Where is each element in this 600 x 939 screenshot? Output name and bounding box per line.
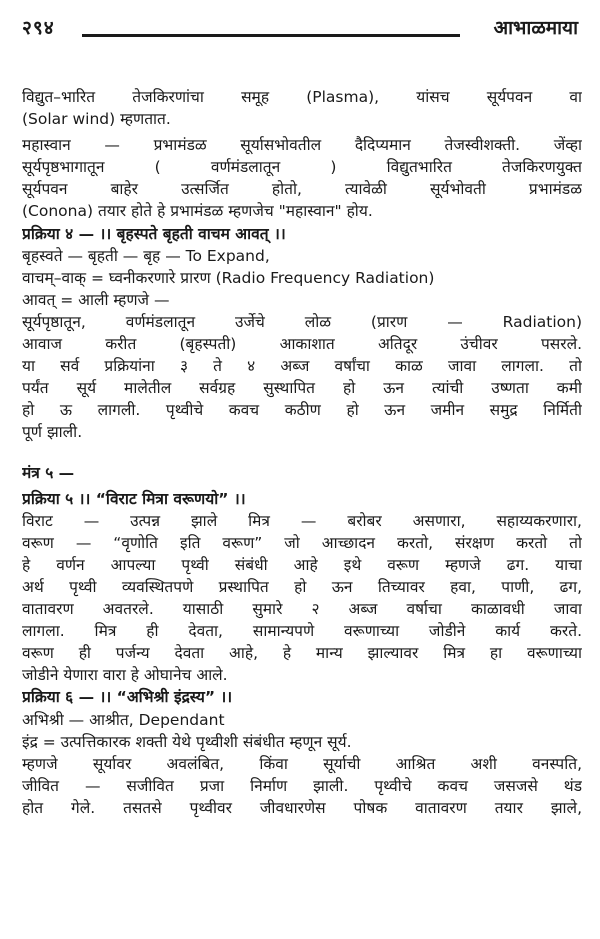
section-heading: प्रक्रिया ५ ।। “विराट मित्रा वरूणयो” ।। [22,489,246,508]
text-line: विद्युत–भारित तेजकिरणांचा समूह (Plasma), यांसच सूर्यपवन वा [22,88,582,106]
text-line: (Conona) तयार होते हे प्रभामंडळ म्हणजेच "महास्वान" होय. [22,202,373,221]
text-line: वाचम्–वाक् = घ्वनीकरणारे प्रारण (Radio Frequency Radiation) [22,268,435,287]
text-line: इंद्र = उत्पत्तिकारक शक्ती येथे पृथ्वीशी संबंधीत म्हणून सूर्य. [22,732,352,751]
text-line: पूर्ण झाली. [22,423,83,442]
text-line: (Solar wind) म्हणतात. [22,110,171,129]
section-heading: प्रक्रिया ६ — ।। “अभिश्री इंद्रस्य” ।। [22,688,233,707]
text-line: अभिश्री — आश्रीत, Dependant [22,710,225,729]
text-line: आवत् = आली म्हणजे — [22,290,170,309]
text-line: सूर्यपृष्ठातून, वर्णमंडलातून उर्जेचे लोळ (प्रारण — Radiation) [22,312,582,331]
text-line: जोडीने येणारा वारा हे ओघानेच आले. [22,666,228,685]
mantra-heading: मंत्र ५ — [22,463,75,482]
text-line: आवाज करीत (बृहस्पती) आकाशात अतिदूर उंचीवर पसरले. [22,335,582,354]
text-line: वातावरण अवतरले. यासाठी सुमारे २ अब्ज वर्षाचा काळावधी जावा [22,600,582,619]
text-line: सूर्यपृष्ठभागातून ( वर्णमंडलातून ) विद्युतभारित तेजकिरणयुक्त [22,158,582,177]
page-number: २९४ [22,17,55,39]
text-line: वरूण — “वृणोति इति वरूण” जो आच्छादन करतो, संरक्षण करतो तो [22,533,582,552]
text-line: अर्थ पृथ्वी व्यवस्थितपणे प्रस्थापित हो ऊन तिच्यावर हवा, पाणी, ढग, [22,577,582,596]
text-line: म्हणजे सूर्यावर अवलंबित, किंवा सूर्याची आश्रित अशी वनस्पति, [22,754,582,773]
header-rule [82,34,460,37]
text-line: विराट — उत्पन्न झाले मित्र — बरोबर असणारा, सहाय्यकरणारा, [22,511,582,530]
page-header [0,0,600,50]
text-line: पर्यंत सूर्य मालेतील सर्वग्रह सुस्थापित हो ऊन त्यांची उष्णता कमी [22,379,582,398]
text-line: वरूण ही पर्जन्य देवता आहे, हे मान्य झाल्यावर मित्र हा वरूणाच्या [22,644,582,663]
page-body [22,86,582,819]
running-title: आभाळमाया [493,17,578,39]
text-line: हो ऊ लागली. पृथ्वीचे कवच कठीण हो ऊन जमीन समुद्र निर्मिती [22,401,582,420]
text-line: जीवित — सजीवित प्रजा निर्माण झाली. पृथ्वीचे कवच जसजसे थंड [22,776,582,795]
text-line: होत गेले. तसतसे पृथ्वीवर जीवधारणेस पोषक वातावरण तयार झाले, [22,798,582,817]
text-line: सूर्यपवन बाहेर उत्सर्जित होतो, त्यावेळी सूर्यभोवती प्रभामंडळ [22,180,582,199]
text-line: महास्वान — प्रभामंडळ सूर्यासभोवतील दैदिप्यमान तेजस्वीशक्ती. जेंव्हा [22,136,582,155]
section-heading: प्रक्रिया ४ — ।। बृहस्पते बृहती वाचम आवत् ।। [22,224,286,243]
text-line: बृहस्वते — बृहती — बृह — To Expand, [22,246,270,265]
text-line: हे वर्णन आपल्या पृथ्वी संबंधी आहे इथे वरूण म्हणजे ढग. याचा [22,555,582,574]
text-line: लागला. मित्र ही देवता, सामान्यपणे वरूणाच्या जोडीने कार्य करते. [22,622,582,641]
text-line: या सर्व प्रक्रियांना ३ ते ४ अब्ज वर्षांचा काळ जावा लागला. तो [22,357,582,376]
